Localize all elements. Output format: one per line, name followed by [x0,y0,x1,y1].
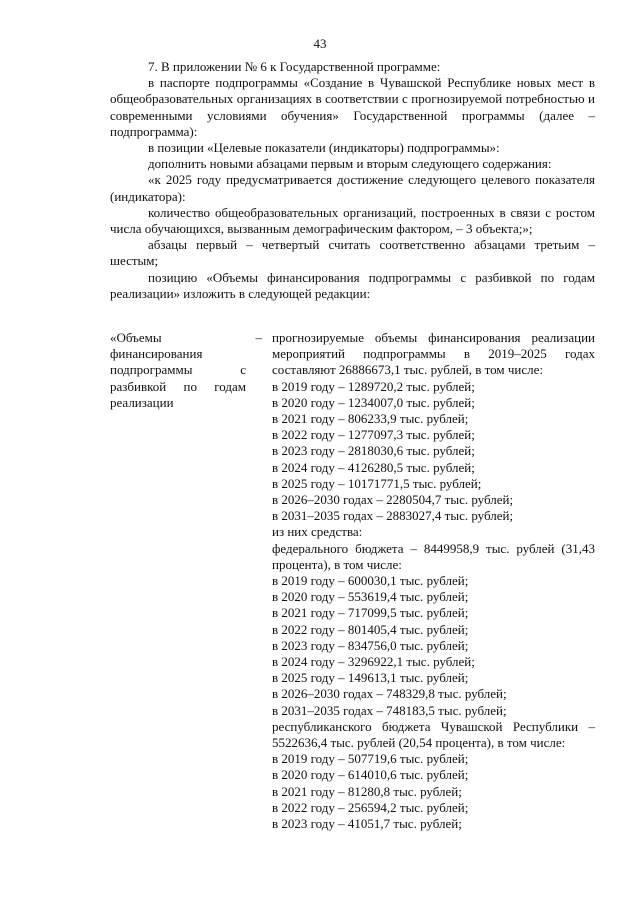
federal-intro: федерального бюджета – 8449958,9 тыс. рублей (31,43 процента), в том числе: [272,540,595,572]
republic-line: в 2023 году – 41051,7 тыс. рублей; [272,816,462,832]
total-line: в 2024 году – 4126280,5 тыс. рублей; [272,459,475,475]
paragraph-funding-position: позицию «Объемы финансирования подпрограммы с разбивкой по годам реализации» изложить в следующей редакции: [110,269,595,301]
document-body [110,59,595,302]
paragraph-target-2025: «к 2025 году предусматривается достижение следующего целевого показателя (индикатора): [110,172,595,204]
federal-line: в 2024 году – 3296922,1 тыс. рублей; [272,654,475,670]
republic-line: в 2020 году – 614010,6 тыс. рублей; [272,767,469,783]
page-number: 43 [313,36,327,51]
republic-line: в 2019 году – 507719,6 тыс. рублей; [272,751,469,767]
republic-line: в 2022 году – 256594,2 тыс. рублей; [272,799,469,815]
republic-intro: республиканского бюджета Чувашской Республики – 5522636,4 тыс. рублей (20,54 процента), в том числе: [272,718,595,751]
paragraph-renumber: абзацы первый – четвертый считать соответственно абзацами третьим – шестым; [110,237,595,269]
total-line: в 2026–2030 годах – 2280504,7 тыс. рублей; [272,492,514,508]
paragraph-target-indicators: в позиции «Целевые показатели (индикаторы) подпрограммы»: [148,140,500,156]
federal-line: в 2021 году – 717099,5 тыс. рублей; [272,605,469,621]
total-line: в 2020 году – 1234007,0 тыс. рублей; [272,394,475,410]
funding-label: «Объемы финансирования подпрограммы с разбивкой по годам реализации [110,330,246,410]
funding-details [272,330,595,832]
paragraph-item-1: 7. В приложении № 6 к Государственной программе: [148,59,441,74]
republic-line: в 2021 году – 81280,8 тыс. рублей; [272,783,462,799]
federal-line: в 2023 году – 834756,0 тыс. рублей; [272,637,469,653]
total-line: в 2025 году – 10171771,5 тыс. рублей; [272,475,482,491]
funding-table [110,330,595,832]
federal-line: в 2019 году – 600030,1 тыс. рублей; [272,573,469,589]
total-line: в 2023 году – 2818030,6 тыс. рублей; [272,443,475,459]
sources-label: из них средства: [272,524,363,540]
total-line: в 2031–2035 годах – 2883027,4 тыс. рублей; [272,508,514,524]
federal-line: в 2031–2035 годах – 748183,5 тыс. рублей; [272,702,507,718]
federal-line: в 2025 году – 149613,1 тыс. рублей; [272,670,469,686]
paragraph-subprogram-passport: в паспорте подпрограммы «Создание в Чувашской Республике новых мест в общеобразовательных организациях в соответствии с прогнозируемой потребностью и современными условиями обучения» Государственной программы (далее – подпрограмма): [110,75,595,139]
paragraph-count-orgs: количество общеобразовательных организаций, построенных в связи с ростом числа обучающихся, вызванным демографическим фактором, – 3 объекта;»; [110,204,595,237]
total-line: в 2019 году – 1289720,2 тыс. рублей; [272,378,475,394]
funding-dash: – [255,330,262,345]
funding-intro: прогнозируемые объемы финансирования реализации мероприятий подпрограммы в 2019–2025 годах составляют 26886673,1 тыс. рублей, в том числе: [272,330,595,378]
federal-line: в 2022 году – 801405,4 тыс. рублей; [272,621,469,637]
total-line: в 2021 году – 806233,9 тыс. рублей; [272,411,469,427]
total-line: в 2022 году – 1277097,3 тыс. рублей; [272,427,475,443]
paragraph-add-new: дополнить новыми абзацами первым и вторым следующего содержания: [148,156,552,172]
federal-line: в 2020 году – 553619,4 тыс. рублей; [272,589,469,605]
federal-line: в 2026–2030 годах – 748329,8 тыс. рублей; [272,686,507,702]
